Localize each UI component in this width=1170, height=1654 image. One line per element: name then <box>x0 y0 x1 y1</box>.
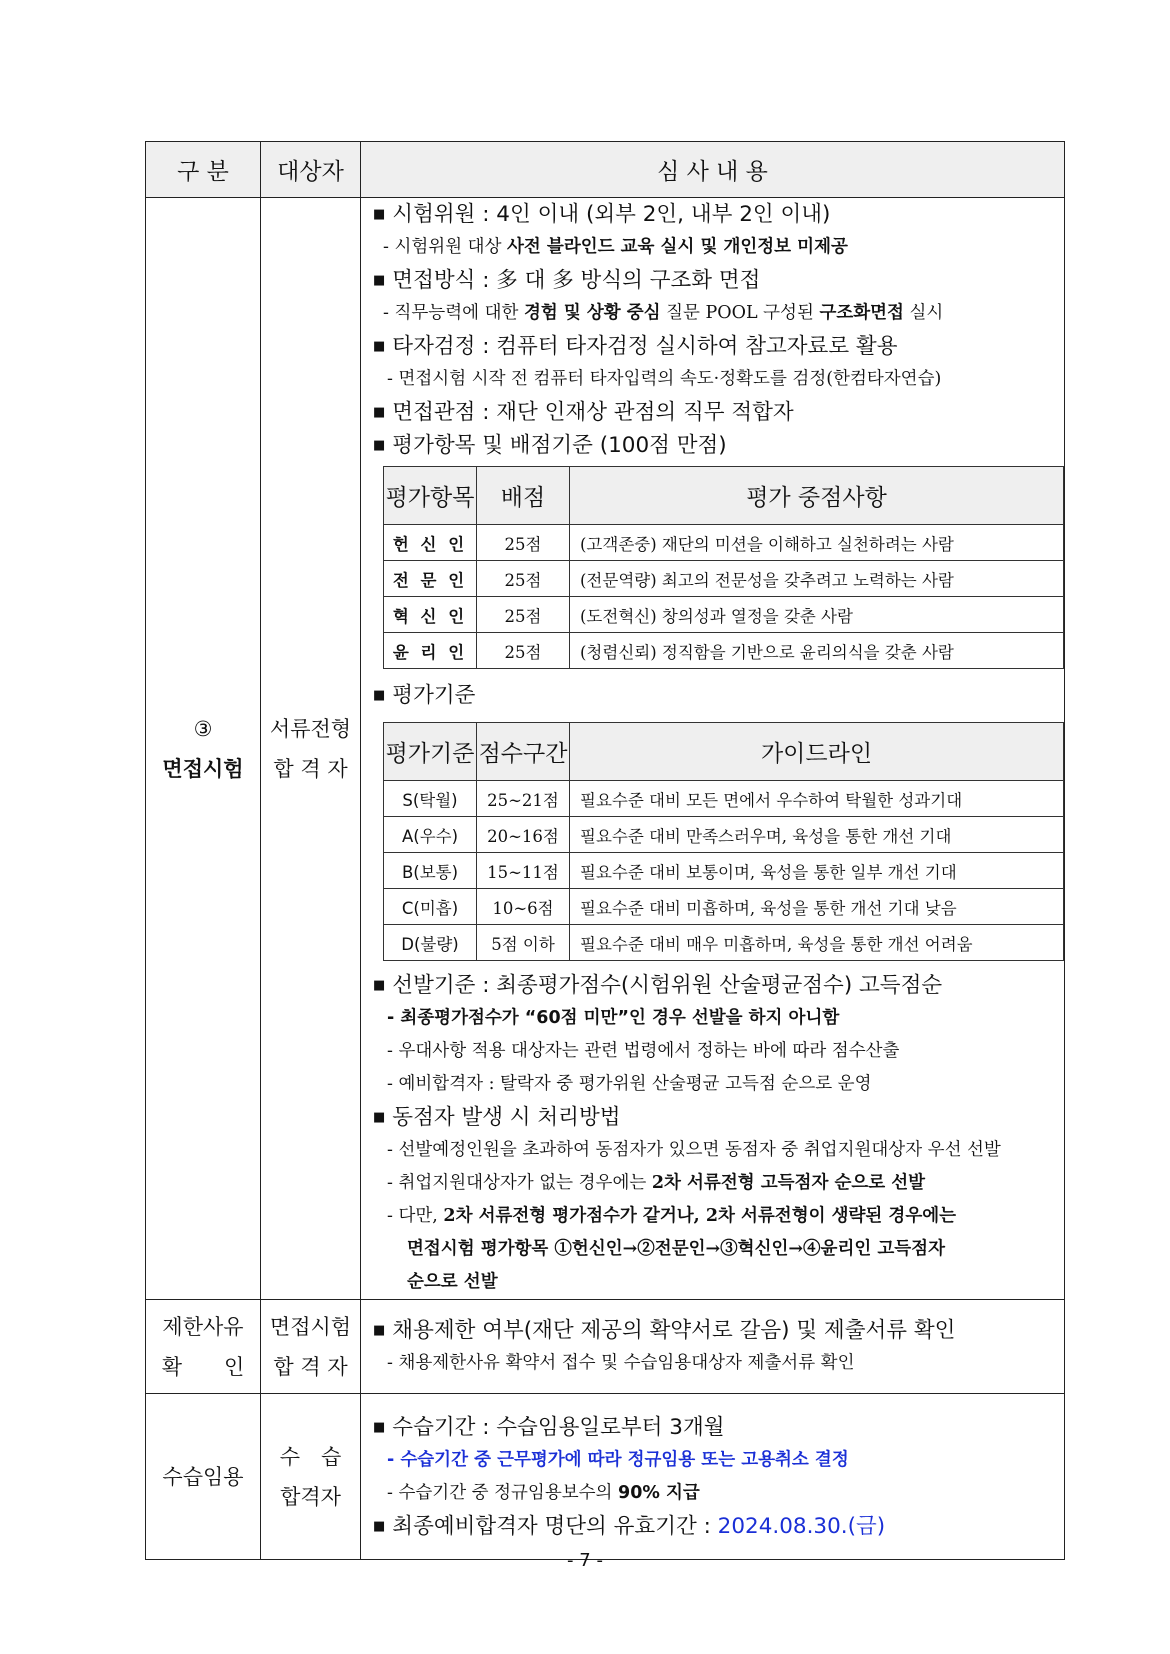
interview-content <box>361 198 1065 1300</box>
item-score: 25점 <box>477 561 570 597</box>
sub-typing-test: - 면접시험 시작 전 컴퓨터 타자입력의 속도·정확도를 검정(한컴타자연습) <box>387 369 942 389</box>
interview-row <box>146 198 1065 1300</box>
probation-category: 수습임용 <box>146 1394 261 1560</box>
restriction-target <box>261 1300 361 1394</box>
header-content: 심 사 내 용 <box>361 142 1065 198</box>
bullet-tie-handling: ■ 동점자 발생 시 처리방법 <box>373 1105 621 1130</box>
criteria-grade: S(탁월) <box>384 781 477 817</box>
recruitment-table <box>145 141 1065 1560</box>
bullet-typing-test: ■ 타자검정 : 컴퓨터 타자검정 실시하여 참고자료로 활용 <box>373 334 898 359</box>
sub-probation-pay: - 수습기간 중 정규임용보수의 90% 지급 <box>387 1482 700 1503</box>
table-row <box>384 853 1064 889</box>
sub-tie-2: - 취업지원대상자가 없는 경우에는 2차 서류전형 고득점자 순으로 선발 <box>387 1173 926 1193</box>
bullet-evaluation-items: ■ 평가항목 및 배점기준 (100점 만점) <box>373 433 727 458</box>
criteria-grade: B(보통) <box>384 853 477 889</box>
criteria-guideline: 필요수준 대비 보통이며, 육성을 통한 일부 개선 기대 <box>570 853 1064 889</box>
criteria-guideline: 필요수준 대비 모든 면에서 우수하여 탁월한 성과기대 <box>570 781 1064 817</box>
item-score: 25점 <box>477 597 570 633</box>
probation-target <box>261 1394 361 1560</box>
sub-interview-method: - 직무능력에 대한 경험 및 상황 중심 질문 POOL 구성된 구조화면접 실시 <box>383 303 944 323</box>
bullet-examiners: ■ 시험위원 : 4인 이내 (외부 2인, 내부 2인 이내) <box>373 202 831 227</box>
bullet-reserve-validity: ■ 최종예비합격자 명단의 유효기간 : 2024.08.30.(금) <box>373 1513 886 1539</box>
criteria-grade: D(불량) <box>384 925 477 961</box>
bullet-probation-period: ■ 수습기간 : 수습임용일로부터 3개월 <box>373 1414 725 1440</box>
criteria-range: 5점 이하 <box>477 925 570 961</box>
criteria-guideline: 필요수준 대비 매우 미흡하며, 육성을 통한 개선 어려움 <box>570 925 1064 961</box>
interview-category-label: 면접시험 <box>162 756 244 781</box>
interview-category-number: ③ <box>193 716 213 741</box>
table-header-row <box>146 142 1065 198</box>
item-score: 25점 <box>477 525 570 561</box>
sub-tie-3-line3: 순으로 선발 <box>407 1272 498 1292</box>
sub-tie-3-line2: 면접시험 평가항목 ①헌신인→②전문인→③혁신인→④윤리인 고득점자 <box>407 1239 945 1259</box>
restriction-category-line1: 제한사유 <box>162 1314 244 1339</box>
interview-target <box>261 198 361 1300</box>
item-name: 헌 신 인 <box>384 525 477 561</box>
restriction-content <box>361 1300 1065 1394</box>
items-header-focus: 평가 중점사항 <box>570 467 1064 525</box>
sub-probation-evaluation: - 수습기간 중 근무평가에 따라 정규임용 또는 고용취소 결정 <box>387 1449 849 1470</box>
criteria-range: 10∼6점 <box>477 889 570 925</box>
sub-tie-1: - 선발예정인원을 초과하여 동점자가 있으면 동점자 중 취업지원대상자 우선 선발 <box>387 1140 1001 1160</box>
criteria-grade: C(미흡) <box>384 889 477 925</box>
sub-tie-3: - 다만, 2차 서류전형 평가점수가 같거나, 2차 서류전형이 생략된 경우에는 <box>387 1206 957 1226</box>
sub-selection-cutoff: - 최종평가점수가 “60점 미만”인 경우 선발을 하지 아니함 <box>387 1008 840 1028</box>
criteria-header-range: 점수구간 <box>477 723 570 781</box>
table-row <box>384 561 1064 597</box>
item-focus: (도전혁신) 창의성과 열정을 갖춘 사람 <box>570 597 1064 633</box>
restriction-category <box>146 1300 261 1394</box>
item-focus: (청렴신뢰) 정직함을 기반으로 윤리의식을 갖춘 사람 <box>570 633 1064 669</box>
probation-content <box>361 1394 1065 1560</box>
bullet-interview-viewpoint: ■ 면접관점 : 재단 인재상 관점의 직무 적합자 <box>373 400 794 425</box>
probation-target-line1: 수 습 <box>279 1444 342 1469</box>
table-row <box>384 889 1064 925</box>
bullet-restriction: ■ 채용제한 여부(재단 제공의 확약서로 갈음) 및 제출서류 확인 <box>373 1317 956 1343</box>
bullet-interview-method: ■ 면접방식 : 多 대 多 방식의 구조화 면접 <box>373 268 761 293</box>
item-name: 윤 리 인 <box>384 633 477 669</box>
sub-selection-preference: - 우대사항 적용 대상자는 관련 법령에서 정하는 바에 따라 점수산출 <box>387 1041 900 1061</box>
table-row <box>384 525 1064 561</box>
item-name: 혁 신 인 <box>384 597 477 633</box>
probation-row <box>146 1394 1065 1560</box>
item-name: 전 문 인 <box>384 561 477 597</box>
table-row <box>384 781 1064 817</box>
item-score: 25점 <box>477 633 570 669</box>
bullet-evaluation-criteria: ■ 평가기준 <box>373 683 476 708</box>
criteria-range: 20∼16점 <box>477 817 570 853</box>
sub-examiners: - 시험위원 대상 사전 블라인드 교육 실시 및 개인정보 미제공 <box>383 237 848 257</box>
item-focus: (전문역량) 최고의 전문성을 갖추려고 노력하는 사람 <box>570 561 1064 597</box>
restriction-target-line2: 합 격 자 <box>273 1354 348 1379</box>
bullet-selection-criteria: ■ 선발기준 : 최종평가점수(시험위원 산술평균점수) 고득점순 <box>373 973 943 998</box>
items-header-score: 배점 <box>477 467 570 525</box>
items-header-item: 평가항목 <box>384 467 477 525</box>
restriction-category-line2: 확 인 <box>161 1354 245 1379</box>
interview-target-line2: 합 격 자 <box>273 756 348 781</box>
criteria-range: 25∼21점 <box>477 781 570 817</box>
restriction-target-line1: 면접시험 <box>269 1314 352 1339</box>
evaluation-items-table <box>383 466 1064 669</box>
interview-target-line1: 서류전형 <box>269 716 352 741</box>
header-target: 대상자 <box>261 142 361 198</box>
item-focus: (고객존중) 재단의 미션을 이해하고 실천하려는 사람 <box>570 525 1064 561</box>
criteria-guideline: 필요수준 대비 만족스러우며, 육성을 통한 개선 기대 <box>570 817 1064 853</box>
criteria-grade: A(우수) <box>384 817 477 853</box>
table-row <box>384 817 1064 853</box>
probation-target-line2: 합격자 <box>280 1484 341 1509</box>
criteria-guideline: 필요수준 대비 미흡하며, 육성을 통한 개선 기대 낮음 <box>570 889 1064 925</box>
criteria-range: 15∼11점 <box>477 853 570 889</box>
restriction-row <box>146 1300 1065 1394</box>
table-row <box>384 925 1064 961</box>
criteria-header-grade: 평가기준 <box>384 723 477 781</box>
criteria-header-guideline: 가이드라인 <box>570 723 1064 781</box>
interview-category <box>146 198 261 1300</box>
reserve-validity-date: 2024.08.30.(금) <box>717 1513 886 1539</box>
sub-restriction: - 채용제한사유 확약서 접수 및 수습임용대상자 제출서류 확인 <box>387 1352 855 1373</box>
header-category: 구 분 <box>146 142 261 198</box>
sub-selection-reserve: - 예비합격자 : 탈락자 중 평가위원 산술평균 고득점 순으로 운영 <box>387 1074 872 1094</box>
page-number: - 7 - <box>567 1550 603 1571</box>
table-row <box>384 633 1064 669</box>
table-row <box>384 597 1064 633</box>
evaluation-criteria-table <box>383 722 1064 961</box>
